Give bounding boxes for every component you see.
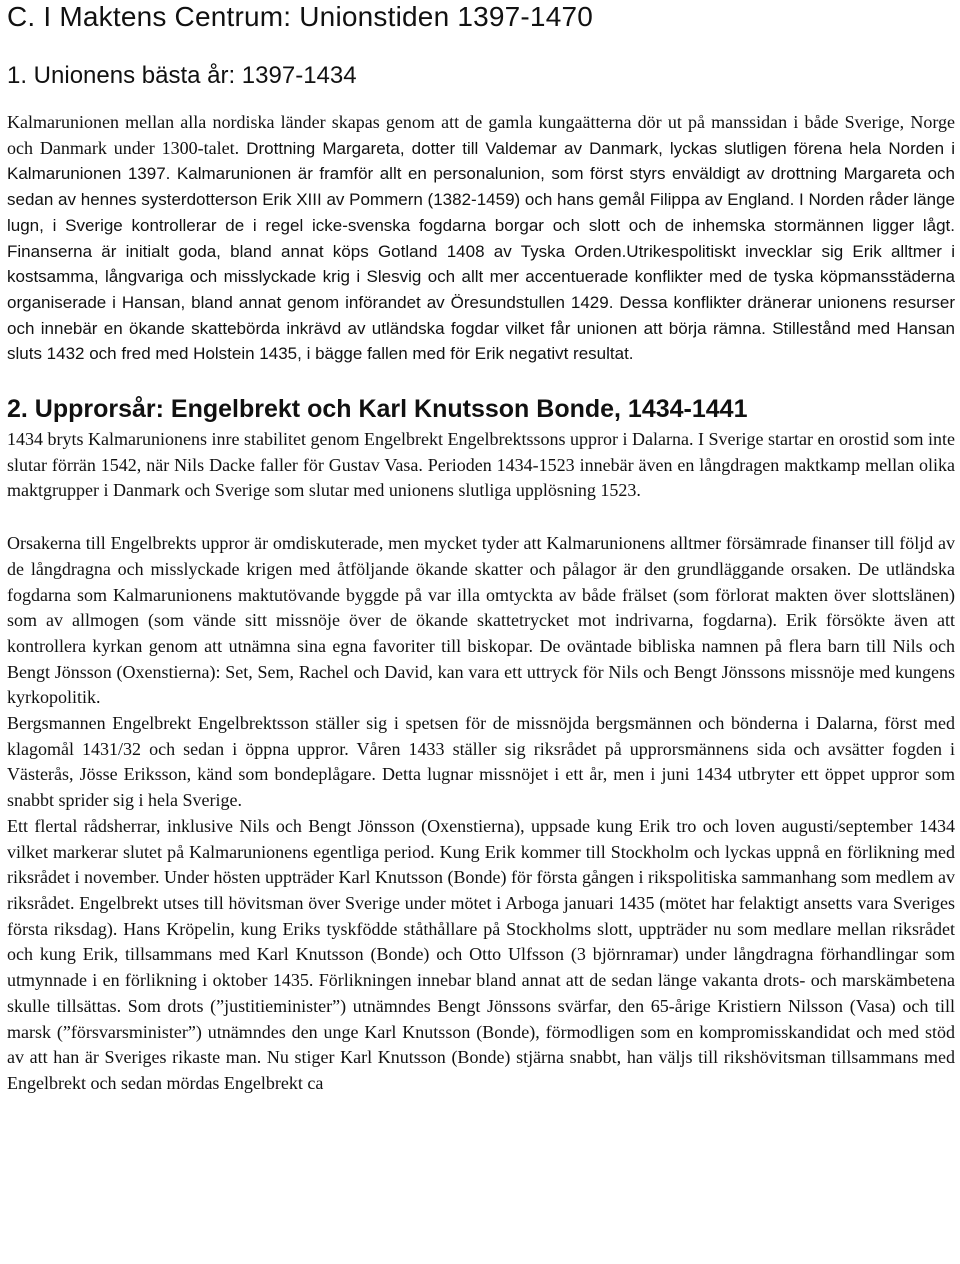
section-2-heading-text: Upprorsår: Engelbrekt och Karl Knutsson Bonde, 1434-1441 xyxy=(34,395,748,424)
section-1-text-a: Kalmarunionen mellan alla nordiska länder skapas genom att de gamla kungaätterna dör ut på manssidan i både Sverige, Norge och Danmark under 1300-talet. xyxy=(7,112,955,158)
section-2-paragraph-3: Bergsmannen Engelbrekt Engelbrektsson ställer sig i spetsen för de missnöjda bergsmännen och bönderna i Dalarna, först med klagomål 1431/32 och sedan i öppna uppror. Våren 1433 ställer sig riksrådet på upprorsmännens sida och avsätter fogden i Västerås, Jösse Eriksson, känd som bondeplågare. Detta lugnar missnöjet i ett år, men i juni 1434 utbryter ett öppet uppror som snabbt sprider sig i hela Sverige. xyxy=(7,713,955,811)
section-2-heading-number: 2. xyxy=(7,395,35,424)
section-1-text-b: Drottning Margareta, dotter till Valdemar av Danmark, lyckas slutligen förena hela Norden i Kalmarunionen 1397. xyxy=(7,138,956,184)
section-2-paragraph-1: 1434 bryts Kalmarunionens inre stabilitet genom Engelbrekt Engelbrektssons uppror i Dalarna. I Sverige startar en orostid som inte slutar förrän 1542, när Nils Dacke faller för Gustav Vasa. Perioden 1434-1523 innebär även en långdragen maktkamp mellan olika maktgrupper i Danmark och Sverige som slutar med unionens slutliga upplösning 1523. xyxy=(7,429,955,501)
section-1-text-c: Kalmarunionen är framför allt en personalunion, som först styrs enväldigt av drottning Margareta och sedan av hennes systerdotterson Erik XIII av Pommern (1382-1459) och hans gemål Filippa av England. I Norden råder länge lugn, i Sverige kontrollerar de i regel icke-svenska fogdarna borgar och slott och de inhemska stormännen ligger lågt. Finanserna är initialt goda, bland annat köps Gotland 1408 av Tyska Orden.Utrikespolitiskt invecklar sig Erik alltmer i kostsamma, långvariga och misslyckade krig i Slesvig och allt mer accentuerade konflikter med de tyska köpmansstäderna organiserade i Hansan, bland annat genom införandet av Öresundstullen 1429. Dessa konflikter dränerar unionens resurser och innebär en ökande skattebörda inkrävd av utländska fogdar vilket får unionen att börja rämna. Stillestånd med Hansan sluts 1432 och fred med Holstein 1435, i bägge fallen med för Erik negativt resultat. xyxy=(7,164,955,364)
section-2-paragraph-4: Ett flertal rådsherrar, inklusive Nils och Bengt Jönsson (Oxenstierna), uppsade kung Erik tro och loven augusti/september 1434 vilket markerar slutet på Kalmarunionens egentliga period. Kung Erik kommer till Stockholm och lyckas uppnå en förlikning med riksrådet i november. Under hösten uppträder Karl Knutsson (Bonde) för första gången i rikspolitiska sammanhang som medlem av riksrådet. Engelbrekt utses till hövitsman över Sverige under mötet i Arboga januari 1435 (mötet har felaktigt ansetts vara Sveriges första riksdag). Hans Kröpelin, kung Eriks tyskfödde ståthållare på Stockholms slott, uppträder nu som medlare mellan riksrådet och kung Erik, tillsammans med Karl Knutsson (Bonde) och Otto Ulfsson (3 björnramar) under långdragna förhandlingar som utmynnade i en förlikning i oktober 1435. Förlikningen innebar bland annat att de sedan länge vakanta drots- och marskämbetena skulle tillsättas. Som drots (”justitieminister”) utnämndes Bengt Jönssons svärfar, den 65-årige Kristiern Nilsson (Vasa) och till marsk (”försvarsminister”) utnämndes den unge Karl Knutsson (Bonde), förmodligen som en kompromisskandidat och med stöd av att han är Sveriges rikaste man. Nu stiger Karl Knutsson (Bonde) stjärna snabbt, han väljs till rikshövitsman tillsammans med Engelbrekt och sedan mördas Engelbrekt ca xyxy=(7,815,955,1093)
document-page xyxy=(7,0,955,1097)
document-title: C. I Maktens Centrum: Unionstiden 1397-1470 xyxy=(7,1,594,32)
section-2-heading xyxy=(7,394,955,424)
section-1-heading: 1. Unionens bästa år: 1397-1434 xyxy=(7,62,357,89)
section-2-paragraph-2: Orsakerna till Engelbrekts uppror är omdiskuterade, men mycket tyder att Kalmarunionens alltmer försämrade finanser till följd av de långdragna och misslyckade krigen med åtföljande ökande skatter och pålagor är den grundläggande orsaken. De utländska fogdarna som Kalmarunionens maktutövande byggde på var illa omtyckta av både frälset (som förlorat makten över slottslänen) som av allmogen (som vände sitt missnöje över de ökande skattetrycket mot indrivarna, fogdarna). Erik försökte även att kontrollera kyrkan genom att utnämna sina egna favoriter till biskopar. De oväntade bibliska namnen på flera barn till Nils och Bengt Jönsson (Oxenstierna): Set, Sem, Rachel och David, kan vara ett uttryck för Nils och Bengt Jönssons missnöje med kungens kyrkopolitik. xyxy=(7,533,955,708)
section-1-paragraph xyxy=(7,110,955,367)
